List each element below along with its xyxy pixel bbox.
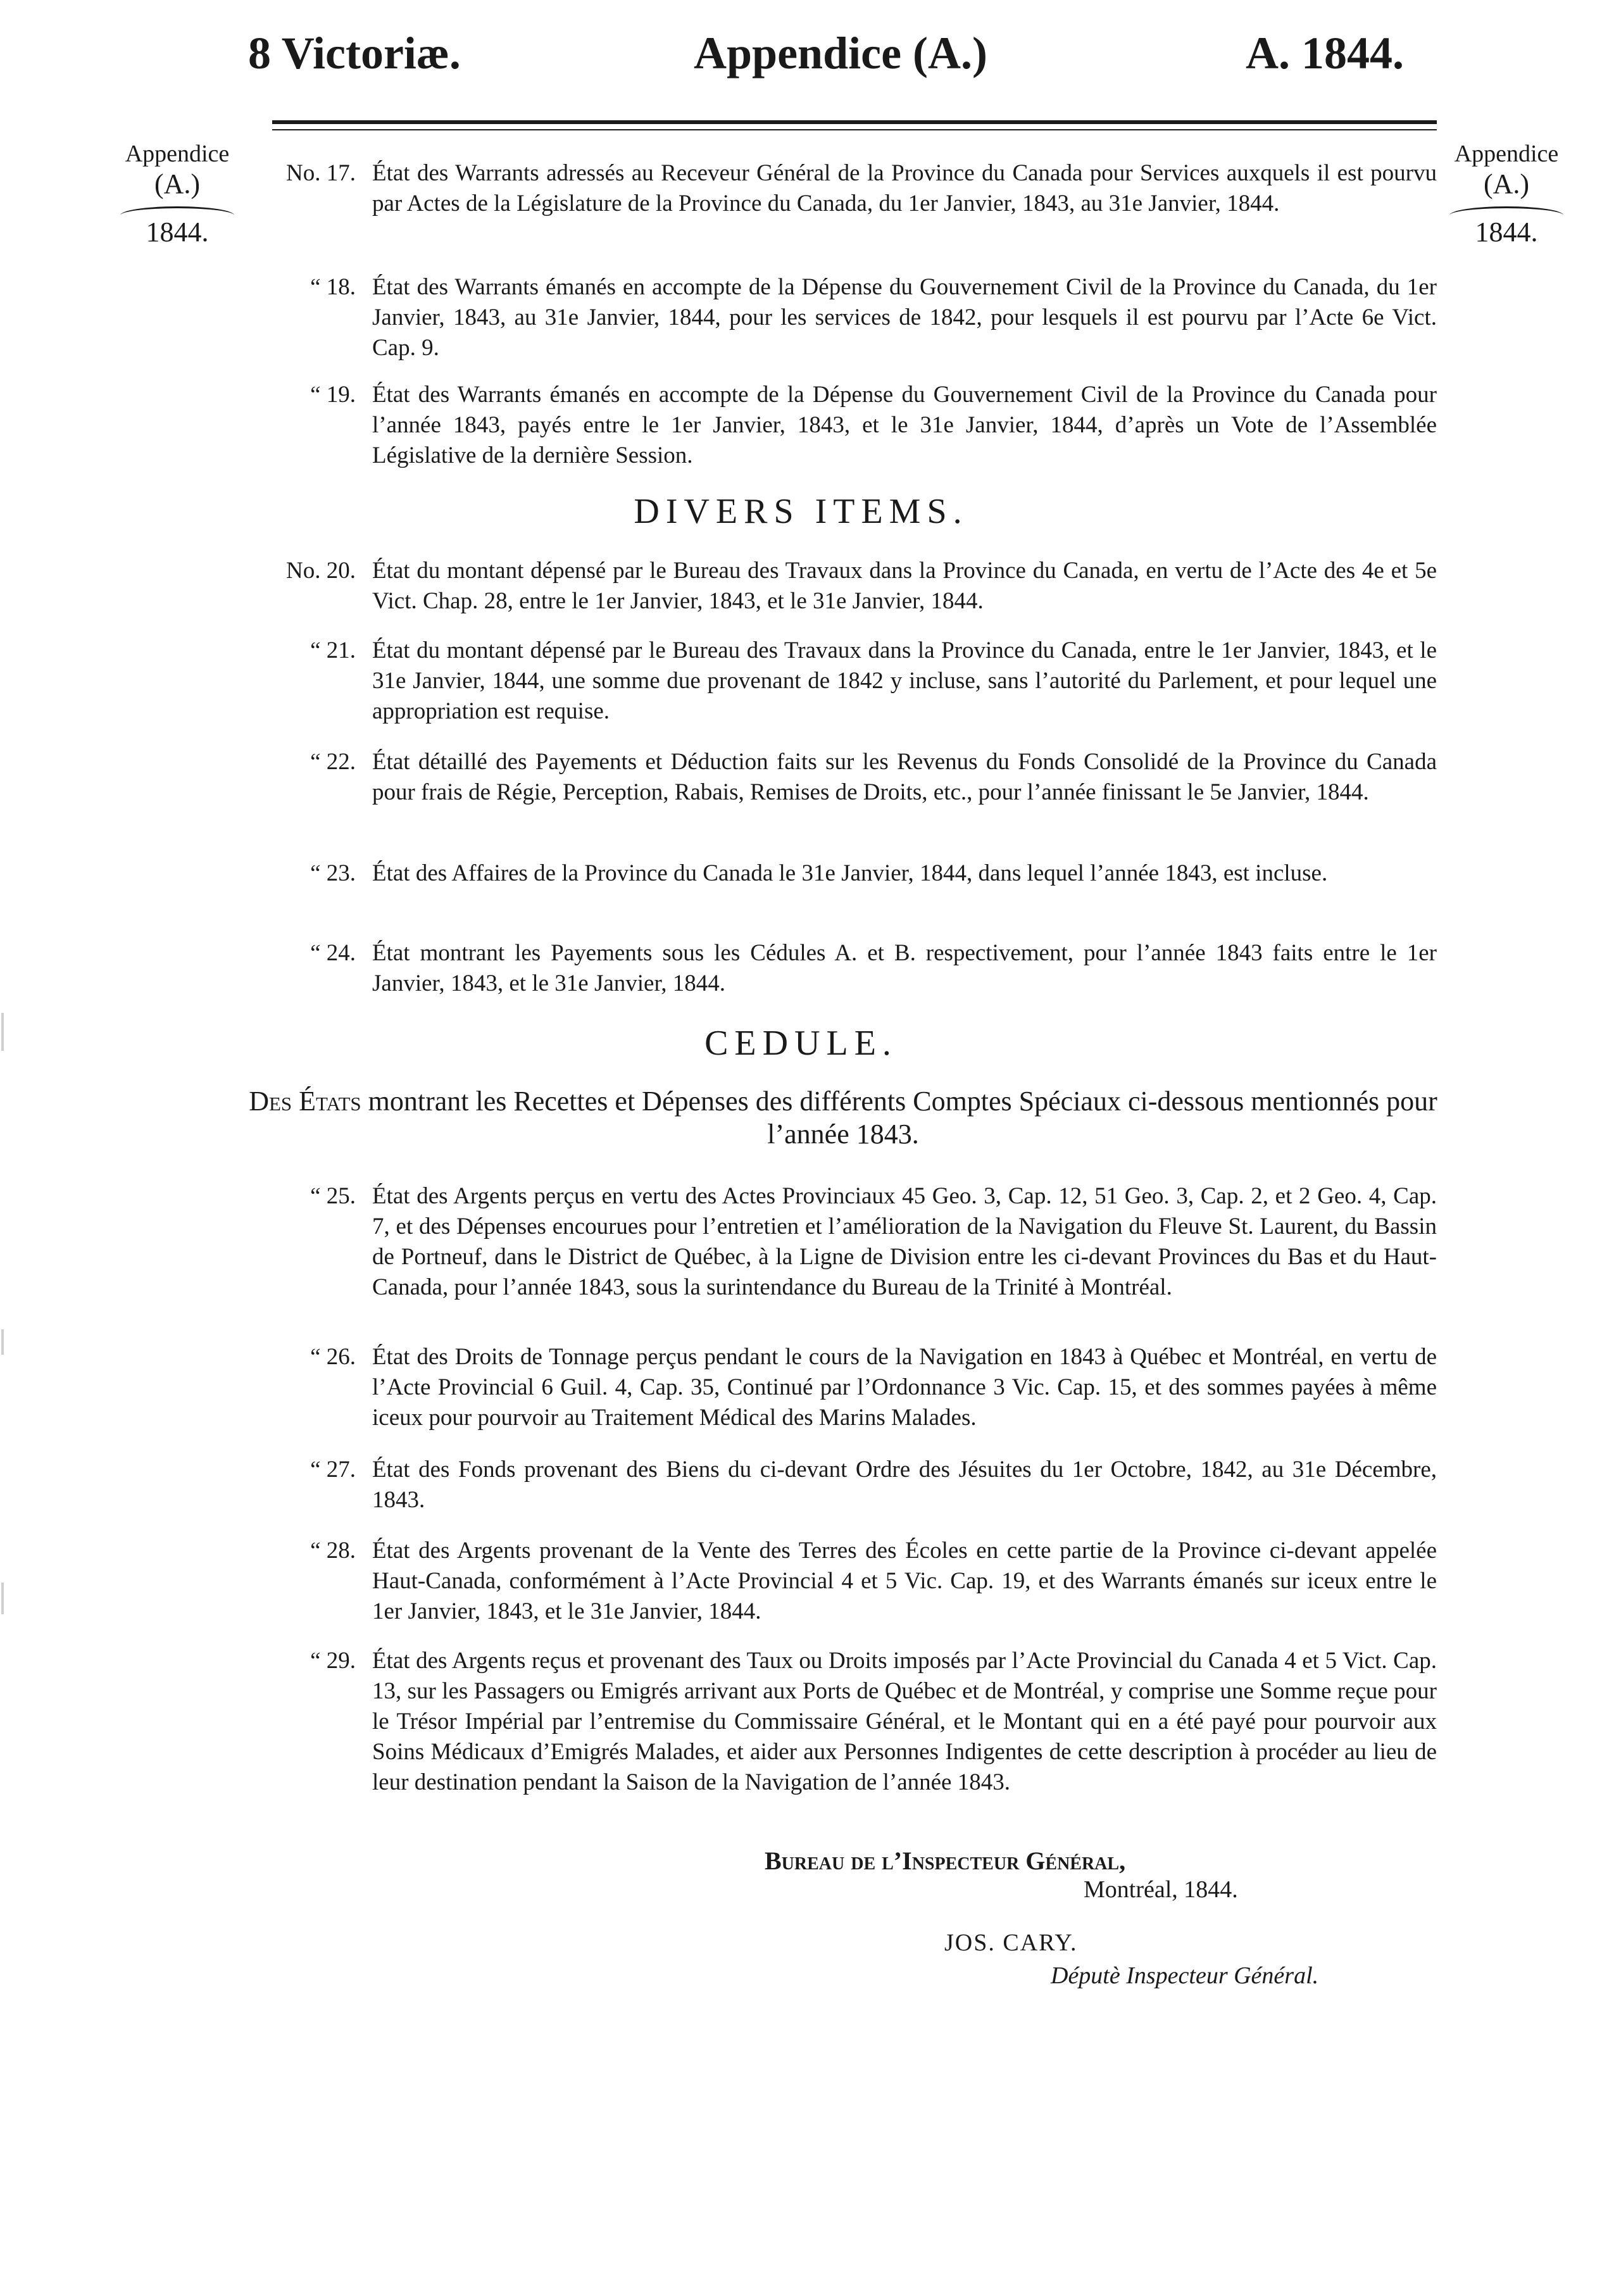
cedule-intro-des: Des xyxy=(249,1086,292,1117)
entry-text: État des Fonds provenant des Biens du ci-devant Ordre des Jésuites du 1er Octobre, 1842, au 31e Décembre, 1843. xyxy=(372,1457,1437,1513)
signature-place-date: Montréal, 1844. xyxy=(1084,1876,1238,1903)
entry-text: État des Argents provenant de la Vente des Terres des Écoles en cette partie de la Province ci-devant appelée Haut-Canada, conformément à l’Acte Provincial 4 et 5 Vic. Cap. 19, et des Warrants émanés sur iceux entre le 1er Janvier, 1843, et le 31e Janvier, 1844. xyxy=(372,1538,1437,1624)
list-item xyxy=(248,1181,1437,1303)
entry-text: État des Argents reçus et provenant des Taux ou Droits imposés par l’Acte Provincial du Canada 4 et 5 Vict. Cap. 13, sur les Passagers ou Emigrés arrivant aux Ports de Québec et de Montréal, y comprise une Somme reçue pour le Trésor Impérial par l’entremise du Commissaire Général, et le Montant qui en a été payé pour pourvoir aux Soins Médicaux d’Emigrés Malades, et aider aux Personnes Indigentes de cette description à procéder au lieu de leur destination pendant la Saison de la Navigation de l’année 1843. xyxy=(372,1648,1437,1795)
list-item xyxy=(248,858,1437,889)
list-item xyxy=(248,1455,1437,1515)
entry-number: “ 18. xyxy=(310,274,356,300)
entry-text: État du montant dépensé par le Bureau des Travaux dans la Province du Canada, entre le 1er Janvier, 1843, et le 31e Janvier, 1844, une somme due provenant de 1842 y incluse, sans l’autorité du Parlement, et pour lequel une appropriation est requise. xyxy=(372,637,1437,724)
list-item xyxy=(248,380,1437,471)
entry-text: État des Argents perçus en vertu des Actes Provinciaux 45 Geo. 3, Cap. 12, 51 Geo. 3, Cap. 2, et 2 Geo. 4, Cap. 7, et des Dépenses encourues pour l’entretien et l’amélioration de la Navigation du Fleuve St. Laurent, du Bassin de Portneuf, dans le District de Québec, à la Ligne de Division entre les ci-devant Provinces du Bas et du Haut-Canada, pour l’année 1843, sous la surintendance du Bureau de la Trinité à Montréal. xyxy=(372,1183,1437,1300)
header-rule-thin xyxy=(272,129,1437,130)
list-item xyxy=(248,1536,1437,1627)
header-rule-thick xyxy=(272,120,1437,124)
cedule-intro-etats: États xyxy=(299,1086,361,1117)
entry-text: État montrant les Payements sous les Cédules A. et B. respectivement, pour l’année 1843 faits entre le 1er Janvier, 1843, et le 31e Janvier, 1844. xyxy=(372,940,1437,996)
entry-text: État des Warrants adressés au Receveur Général de la Province du Canada pour Services auxquels il est pourvu par Actes de la Législature de la Province du Canada, du 1er Janvier, 1843, au 31e Janvier, 1844. xyxy=(372,160,1437,216)
signature-title: Députè Inspecteur Général. xyxy=(1051,1962,1319,1989)
list-item xyxy=(248,158,1437,219)
cedule-intro-text: montrant les Recettes et Dépenses des différents Comptes Spéciaux ci-dessous mentionnés pour l’année 1843. xyxy=(368,1086,1437,1150)
list-item xyxy=(248,556,1437,617)
margin-note-left xyxy=(108,141,247,249)
entry-number: “ 26. xyxy=(310,1344,356,1370)
section-title-cedule: CEDULE. xyxy=(704,1024,898,1063)
header-year: A. 1844. xyxy=(1246,28,1404,78)
section-title-divers: DIVERS ITEMS. xyxy=(634,492,968,531)
scan-mark xyxy=(1,1013,4,1051)
entry-number: “ 19. xyxy=(310,382,356,408)
list-item xyxy=(248,747,1437,808)
margin-note-appendix: (A.) xyxy=(154,168,201,199)
signature-office: Bureau de l’Inspecteur Général, xyxy=(765,1847,1126,1875)
margin-brace xyxy=(1437,200,1576,216)
list-item xyxy=(248,1342,1437,1433)
entry-number: “ 21. xyxy=(310,637,356,663)
entry-text: État des Affaires de la Province du Canada le 31e Janvier, 1844, dans lequel l’année 1843, est incluse. xyxy=(372,860,1328,886)
entry-number: “ 28. xyxy=(310,1538,356,1564)
list-item xyxy=(248,1646,1437,1798)
entry-number: “ 22. xyxy=(310,749,356,775)
entry-text: État des Droits de Tonnage perçus pendant le cours de la Navigation en 1843 à Québec et Montréal, en vertu de l’Acte Provincial 6 Guil. 4, Cap. 35, Continué par l’Ordonnance 3 Vic. Cap. 15, et des sommes payées à même iceux pour pourvoir au Traitement Médical des Marins Malades. xyxy=(372,1344,1437,1431)
entry-number: “ 25. xyxy=(310,1183,356,1209)
margin-note-label: Appendice xyxy=(125,141,230,167)
margin-brace xyxy=(108,200,247,216)
entry-number: “ 23. xyxy=(310,860,356,886)
margin-note-label: Appendice xyxy=(1454,141,1559,167)
scan-mark xyxy=(1,1329,4,1355)
cedule-intro xyxy=(248,1085,1438,1151)
margin-note-appendix: (A.) xyxy=(1483,168,1530,199)
entry-text: État du montant dépensé par le Bureau des Travaux dans la Province du Canada, en vertu de l’Acte des 4e et 5e Vict. Chap. 28, entre le 1er Janvier, 1843, et le 31e Janvier, 1844. xyxy=(372,558,1437,614)
list-item xyxy=(248,636,1437,727)
scan-mark xyxy=(1,1583,4,1614)
margin-note-right xyxy=(1437,141,1576,249)
entry-number: “ 27. xyxy=(310,1457,356,1483)
entry-number: No. 20. xyxy=(286,558,356,584)
list-item xyxy=(248,272,1437,363)
header-session: 8 Victoriæ. xyxy=(248,28,461,78)
signature-name: JOS. CARY. xyxy=(944,1929,1078,1956)
entry-number: “ 24. xyxy=(310,940,356,966)
entry-text: État détaillé des Payements et Déduction faits sur les Revenus du Fonds Consolidé de la Province du Canada pour frais de Régie, Perception, Rabais, Remises de Droits, etc., pour l’année finissant le 5e Janvier, 1844. xyxy=(372,749,1437,805)
margin-note-year: 1844. xyxy=(1475,216,1538,248)
margin-note-year: 1844. xyxy=(146,216,209,248)
entry-number: “ 29. xyxy=(310,1648,356,1674)
list-item xyxy=(248,938,1437,999)
entry-text: État des Warrants émanés en accompte de la Dépense du Gouvernement Civil de la Province du Canada pour l’année 1843, payés entre le 1er Janvier, 1843, et le 31e Janvier, 1844, d’après un Vote de l’Assemblée Législative de la dernière Session. xyxy=(372,382,1437,468)
header-appendix: Appendice (A.) xyxy=(694,28,987,78)
entry-number: No. 17. xyxy=(286,160,356,186)
entry-text: État des Warrants émanés en accompte de la Dépense du Gouvernement Civil de la Province du Canada, du 1er Janvier, 1843, au 31e Janvier, 1844, pour les services de 1842, pour lesquels il est pourvu par l’Acte 6e Vict. Cap. 9. xyxy=(372,274,1437,361)
